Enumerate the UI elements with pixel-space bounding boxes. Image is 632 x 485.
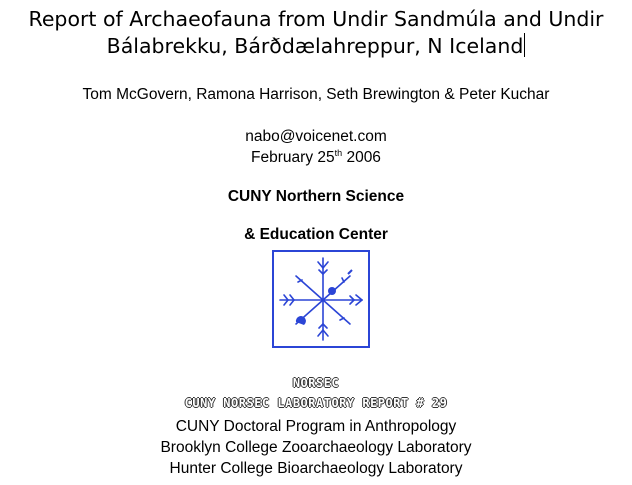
organization-line-1: CUNY Northern Science	[227, 188, 405, 205]
date-ordinal: th	[334, 148, 343, 158]
title-line-2	[0, 33, 632, 60]
text-cursor	[524, 33, 525, 57]
title-line-1: Report of Archaeofauna from Undir Sandmúla and Undir	[28, 7, 604, 31]
institution-line-1: CUNY Doctoral Program in Anthropology	[175, 418, 457, 435]
authors: Tom McGovern, Ramona Harrison, Seth Brewington & Peter Kuchar	[82, 86, 550, 103]
report-date	[0, 148, 632, 167]
title-line-2-text: Bálabrekku, Bárðdælahreppur, N Iceland	[106, 34, 524, 58]
institution-line-2: Brooklyn College Zooarchaeology Laboratory	[160, 439, 472, 456]
date-year: 2006	[342, 149, 381, 166]
institution-line-3: Hunter College Bioarchaeology Laboratory	[169, 460, 463, 477]
norsec-rune-cross-logo	[272, 250, 370, 348]
rune-cross-icon	[274, 252, 368, 346]
date-prefix: February 25	[251, 149, 335, 166]
report-series: NORSEC	[292, 376, 340, 390]
contact-email: nabo@voicenet.com	[245, 128, 387, 145]
organization-line-2: & Education Center	[244, 226, 388, 243]
report-number: CUNY NORSEC LABORATORY REPORT # 29	[184, 396, 448, 410]
